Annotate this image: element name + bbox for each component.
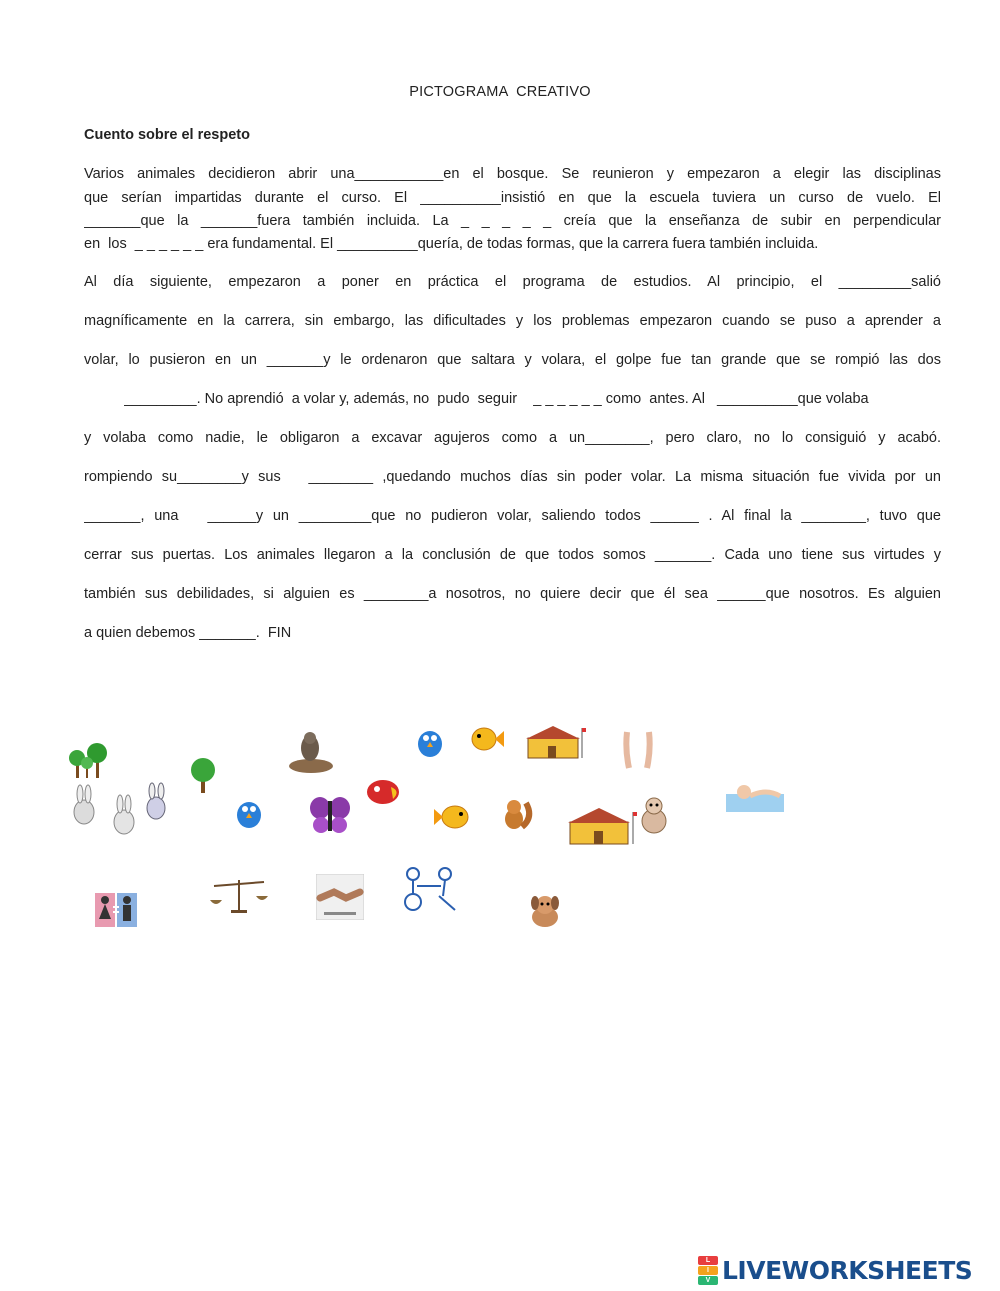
story-line: Al día siguiente, empezaron a poner en práctica el programa de estudios. Al principio, el _________salió [84, 274, 941, 290]
logo-letter: I [698, 1266, 718, 1275]
legs-picture[interactable] [619, 730, 659, 770]
story-line: en los _ _ _ _ _ _ era fundamental. El __________quería, de todas formas, que la carrera fuera también incluida. [84, 236, 819, 252]
story-line: y volaba como nadie, le obligaron a excavar agujeros como a un________, pero claro, no lo consiguió y acabó. [84, 430, 941, 446]
story-line: cerrar sus puertas. Los animales llegaron a la conclusión de que todos somos _______. Cada uno tiene sus virtudes y [84, 547, 941, 563]
swimmer-picture[interactable] [726, 780, 784, 812]
fish-picture-2[interactable] [433, 800, 473, 834]
logo-text: LIVEWORKSHEETS [722, 1255, 973, 1285]
logo-letter: L [698, 1256, 718, 1265]
squirrel-picture[interactable] [500, 797, 534, 833]
story-line: _________. No aprendió a volar y, además, no pudo seguir _ _ _ _ _ _ como antes. Al __________que volaba [124, 391, 869, 407]
mole-picture[interactable] [288, 726, 334, 774]
bird-picture-2[interactable] [232, 794, 266, 832]
tree-picture[interactable] [186, 757, 220, 795]
story-line: también sus debilidades, si alguien es ________a nosotros, no quiere decir que él sea ______que nosotros. Es alguien [84, 586, 941, 602]
rabbits-picture[interactable] [66, 782, 176, 836]
scales-picture[interactable] [208, 878, 270, 914]
story-line: rompiendo su________y sus ________ ,quedando muchos días sin poder volar. La misma situación fue vivida por un [84, 469, 941, 485]
equality-picture[interactable] [95, 893, 137, 927]
story-line: _______, una ______y un _________que no pudieron volar, saliendo todos ______ . Al final la ________, tuvo que [84, 508, 941, 524]
logo-badge [698, 1256, 718, 1285]
liveworksheets-logo [698, 1254, 972, 1286]
puppy-picture[interactable] [523, 893, 567, 929]
school-picture[interactable] [524, 724, 586, 760]
trees-picture[interactable] [66, 742, 112, 782]
fish-picture[interactable] [469, 721, 505, 757]
story-line: _______que la _______fuera también incluida. La _ _ _ _ _ creía que la enseñanza de subir en perpendicular [84, 213, 941, 229]
hamster-picture[interactable] [638, 795, 670, 835]
story-line: Varios animales decidieron abrir una___________en el bosque. Se reunieron y empezaron a elegir las disciplinas [84, 166, 941, 182]
story-line: magníficamente en la carrera, sin embargo, las dificultades y los problemas empezaron cuando se puso a aprender a [84, 313, 941, 329]
story-subtitle: Cuento sobre el respeto [84, 127, 250, 143]
logo-letter: V [698, 1276, 718, 1285]
butterfly-picture[interactable] [309, 795, 351, 835]
story-line: volar, lo pusieron en un _______y le ordenaron que saltara y volara, el golpe fue tan grande que se rompió las dos [84, 352, 941, 368]
bird-picture[interactable] [411, 722, 449, 762]
parrot-picture[interactable] [365, 777, 403, 807]
handshake-picture[interactable] [316, 874, 364, 920]
story-line: que serían impartidas durante el curso. El __________insistió en que la escuela tuviera un curso de vuelo. El [84, 190, 941, 206]
page-title: PICTOGRAMA CREATIVO [409, 84, 591, 100]
story-line: a quien debemos _______. FIN [84, 625, 292, 641]
wheelchair-picture[interactable] [399, 866, 461, 912]
school-picture-2[interactable] [566, 806, 638, 846]
